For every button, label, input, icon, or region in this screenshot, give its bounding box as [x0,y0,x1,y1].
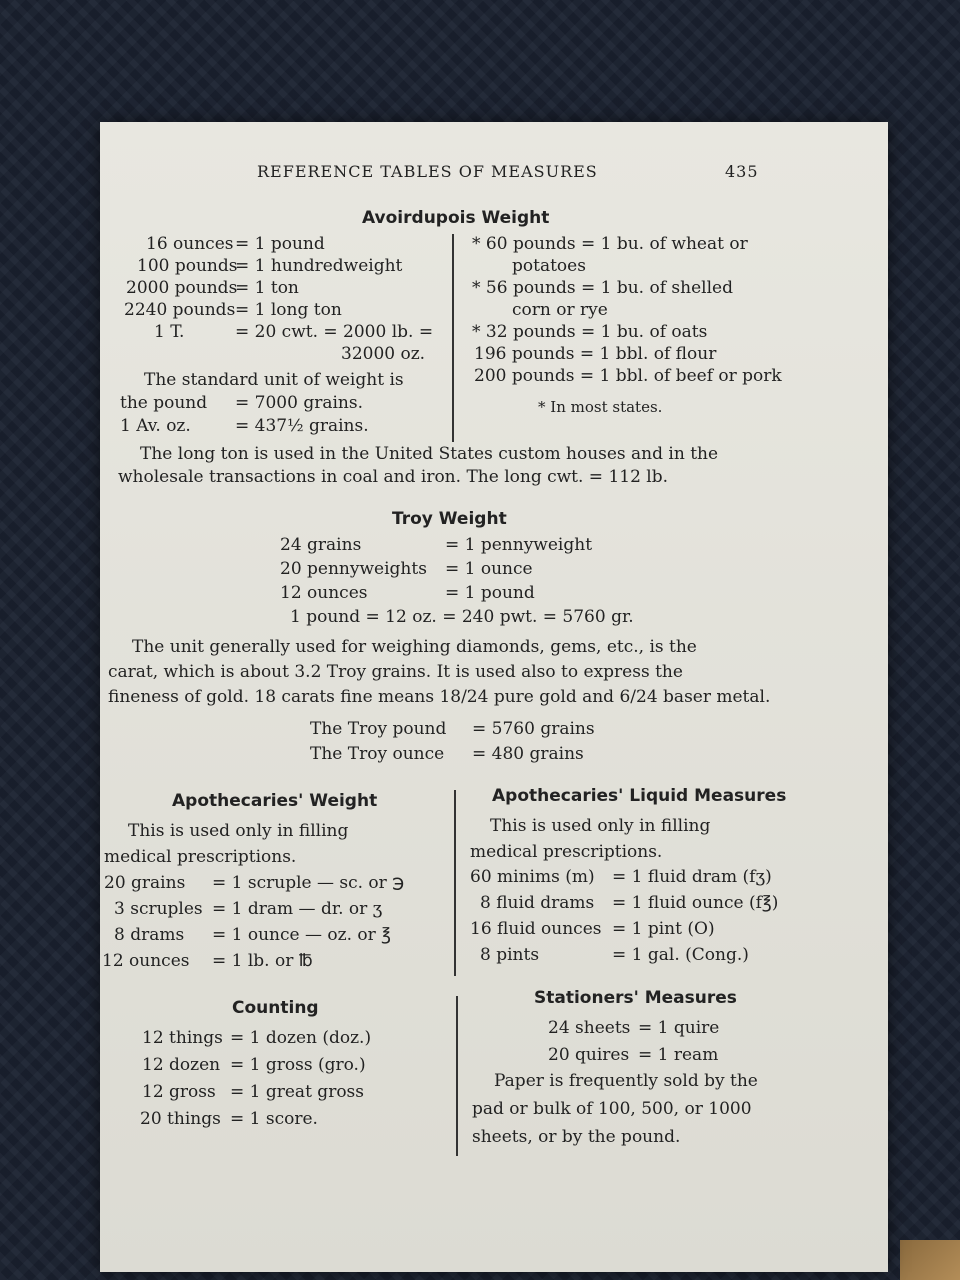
troy-ounce-value: = 480 grains [472,744,584,764]
list-item: potatoes [512,256,586,276]
standard-unit-line2-label: the pound [120,393,208,413]
long-ton-line1: The long ton is used in the United States custom houses and in the [140,444,719,464]
standard-unit-line2-value: = 7000 grains. [235,393,363,413]
counting-title: Counting [232,998,319,1018]
list-item: * 60 pounds = 1 bu. of wheat or [472,234,748,254]
troy-pound-value: = 5760 grains [472,719,595,739]
list-item: corn or rye [512,300,608,320]
apothecaries-weight-intro2: medical prescriptions. [104,847,297,867]
column-divider [456,996,458,1156]
stationers-para-line2: pad or bulk of 100, 500, or 1000 [472,1099,752,1119]
apothecaries-liquid-intro1: This is used only in filling [490,816,711,836]
troy-title: Troy Weight [392,509,507,529]
column-divider [454,790,456,976]
stationers-para-line1: Paper is frequently sold by the [494,1071,758,1091]
apothecaries-weight-intro1: This is used only in filling [128,821,349,841]
long-ton-line2: wholesale transactions in coal and iron. The long cwt. = 112 lb. [118,467,669,487]
apothecaries-weight-title: Apothecaries' Weight [172,791,378,811]
page-number: 435 [725,162,759,181]
apothecaries-liquid-intro2: medical prescriptions. [470,842,663,862]
troy-pound-label: The Troy pound [310,719,447,739]
troy-para-line2: carat, which is about 3.2 Troy grains. It is used also to express the [108,662,683,682]
apothecaries-liquid-title: Apothecaries' Liquid Measures [492,786,787,806]
avoirdupois-title: Avoirdupois Weight [362,208,550,228]
list-item: * 32 pounds = 1 bu. of oats [472,322,708,342]
standard-unit-line1: The standard unit of weight is [144,370,404,390]
column-divider [452,234,454,442]
troy-ounce-label: The Troy ounce [310,744,445,764]
stationers-para-line3: sheets, or by the pound. [472,1127,681,1147]
background-corner [900,1240,960,1280]
list-item: 196 pounds = 1 bbl. of flour [474,344,717,364]
troy-summary: 1 pound = 12 oz. = 240 pwt. = 5760 gr. [290,607,634,627]
running-head: REFERENCE TABLES OF MEASURES [257,162,598,181]
stationers-title: Stationers' Measures [534,988,737,1008]
troy-para-line3: fineness of gold. 18 carats fine means 18/24 pure gold and 6/24 baser metal. [108,687,771,707]
standard-unit-line3-label: 1 Av. oz. [120,416,191,436]
footnote: * In most states. [538,398,663,416]
list-item: * 56 pounds = 1 bu. of shelled [472,278,733,298]
troy-para-line1: The unit generally used for weighing diamonds, gems, etc., is the [132,637,697,657]
standard-unit-line3-value: = 437½ grains. [235,416,369,436]
book-page: REFERENCE TABLES OF MEASURES 435 Avoirdupois Weight 16 ounces = 1 pound 100 pounds = 1 hundredweight 2000 pounds = 1 ton 2240 pounds = 1 long ton 1 T. = 20 cwt. = 2000 lb. = 32000 oz. The standard unit of weight is the pound = 7000 grains. 1 Av. oz. = 437½ grains. * 60 pounds = 1 bu. of wheat or potatoes * 56 pounds = 1 bu. of shelled corn or rye * 32 pounds = 1 bu. of oats 196 pounds = 1 bbl. of flour 200 pounds = 1 bbl. of beef or pork * In most states. The long ton is used in the United States custom houses and in the wholesale transactions in coal and iron. The long cwt. = 112 lb. Troy Weight 24 grains = 1 pennyweight 20 pennyweights = 1 ounce 12 ounces = 1 pound 1 pound = 12 oz. = 240 pwt. = 5760 gr. The unit generally used for weighing diamonds, gems, etc., is the carat, which is about 3.2 Troy grains. It is used also to express the fineness of gold. 18 carats fine means 18/24 pure gold and 6/24 baser metal. The Troy pound = 5760 grains The Troy ounce = 480 grains Apothecaries' Weight This is used only in filling medical prescriptions. 20 grains = 1 scruple — sc. or ℈ 3 scruples = 1 dram — dr. or ʒ 8 drams = 1 ounce — oz. or ℥ 12 ounces = 1 lb. or ℔ Apothecaries' Liquid Measures This is used only in filling medical prescriptions. 60 minims (m) = 1 fluid dram (fʒ) 8 fluid drams = 1 fluid ounce (f℥) 16 fluid ounces = 1 pint (O) 8 pints = 1 gal. (Cong.) Counting 12 things = 1 dozen (doz.) 12 dozen = 1 gross (gro.) 12 gross = 1 great gross 20 things = 1 score. Stationers' Measures 24 sheets = 1 quire 20 quires = 1 ream Paper is frequently sold by the pad or bulk of 100, 500, or 1000 sheets, or by the pound. [100,122,888,1272]
list-item: 200 pounds = 1 bbl. of beef or pork [474,366,782,386]
